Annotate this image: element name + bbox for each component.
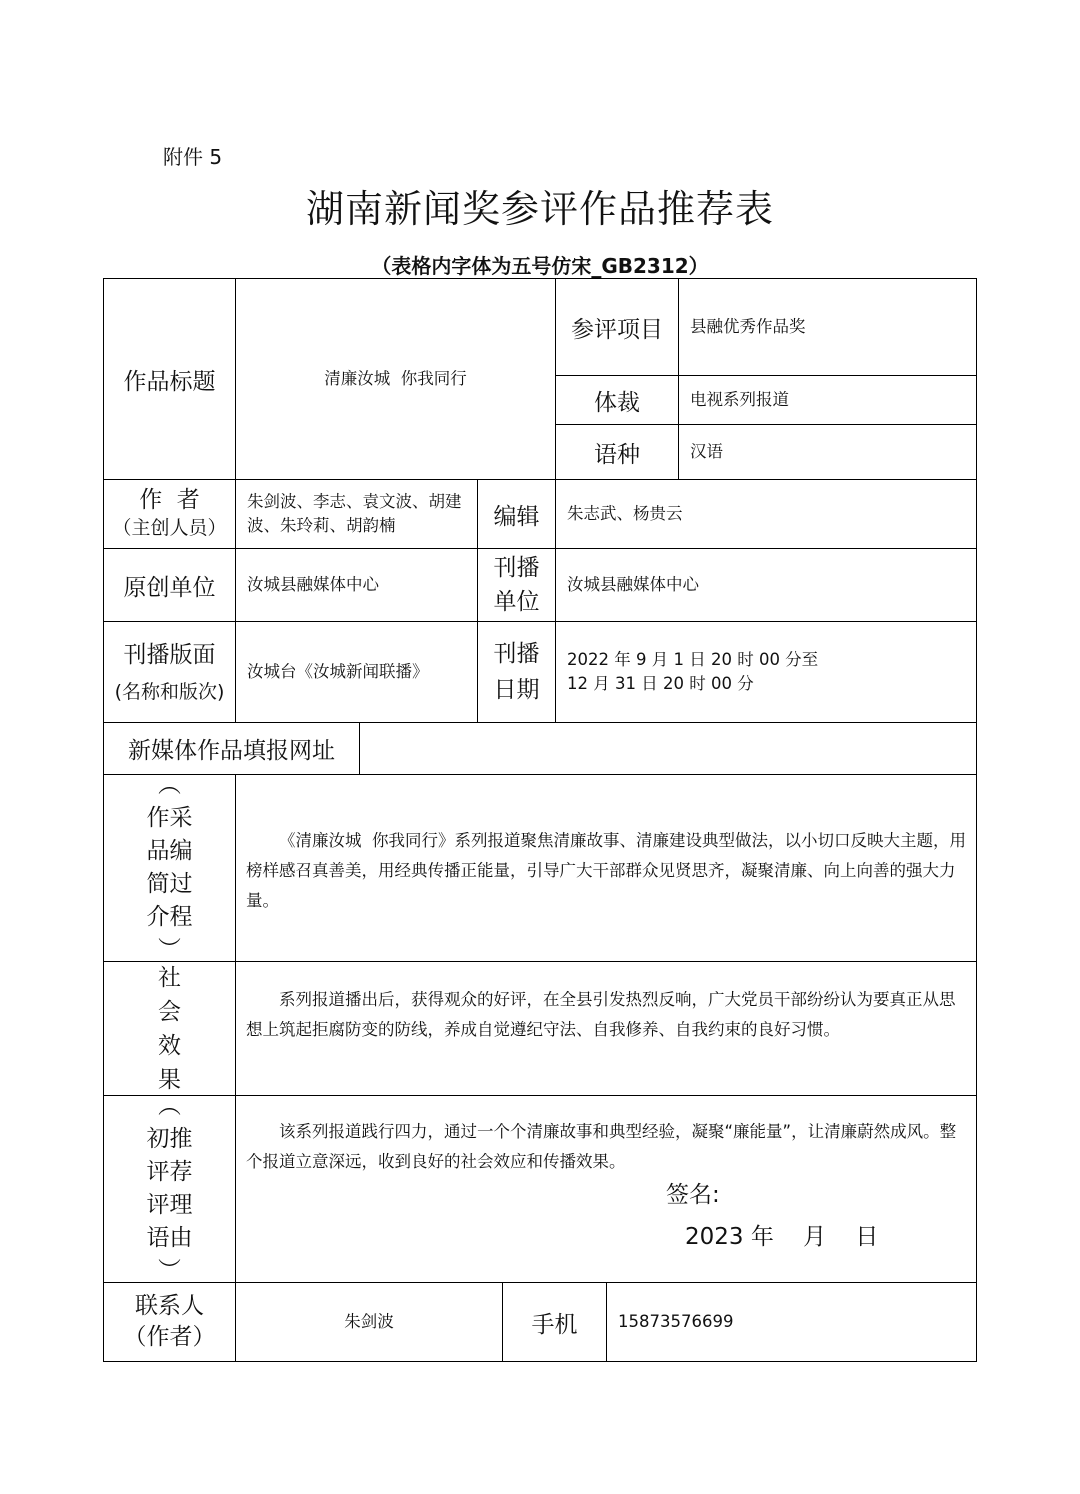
page-title: 湖南新闻奖参评作品推荐表 [305, 187, 774, 231]
publish-date-label-line1: 刊播 [493, 641, 540, 667]
genre-value: 电视系列报道 [690, 390, 789, 409]
review-text: 该系列报道践行四力，通过一个个清廉故事和典型经验，凝聚“廉能量”，让清廉蔚然成风。整个报道立意深远，收到良好的社会效应和传播效果。 [246, 1122, 957, 1171]
publish-unit-label-line1: 刊播 [493, 555, 540, 581]
phone-label: 手机 [531, 1311, 578, 1338]
review-label-line: ︶ [158, 1258, 181, 1284]
review-label-line: 初推 [146, 1126, 193, 1152]
contact-value: 朱剑波 [344, 1312, 394, 1331]
origin-unit-label: 原创单位 [123, 574, 216, 601]
new-media-url-value[interactable] [360, 723, 976, 774]
process-label-line: ︵ [158, 772, 181, 798]
review-label-line: 评理 [146, 1192, 193, 1218]
publish-date-label [478, 622, 555, 722]
publish-unit-value: 汝城县融媒体中心 [567, 575, 699, 594]
process-label-line: 作采 [146, 805, 193, 831]
effect-label-line: 果 [158, 1066, 181, 1093]
editor-value: 朱志武、杨贵云 [567, 504, 683, 523]
effect-text: 系列报道播出后，获得观众的好评，在全县引发热烈反响，广大党员干部纷纷认为要真正从思想上筑起拒腐防变的防线，养成自觉遵纪守法、自我修养、自我约束的良好习惯。 [246, 990, 956, 1039]
publish-date-label-line2: 日期 [493, 677, 540, 703]
process-label-line: 品编 [146, 838, 193, 864]
review-label-line: 语由 [146, 1225, 193, 1251]
attachment-number: 附件 5 [163, 145, 223, 169]
contact-label [104, 1283, 235, 1361]
divider-col [235, 774, 236, 1361]
contact-label-line2: （作者） [123, 1324, 216, 1350]
publish-page-value: 汝城台《汝城新闻联播》 [247, 662, 429, 681]
review-label-line: 评荐 [146, 1159, 193, 1185]
publish-date-line1: 2022 年 9 月 1 日 20 时 00 分至 [567, 650, 819, 669]
work-title-label: 作品标题 [123, 368, 216, 395]
table-border-bottom [103, 1361, 977, 1362]
process-text: 《清廉汝城 你我同行》系列报道聚焦清廉故事、清廉建设典型做法，以小切口反映大主题，用榜样感召真善美，用经典传播正能量，引导广大干部群众见贤思齐，凝聚清廉、向上向善的强大力量。 [246, 831, 966, 910]
effect-label [104, 962, 235, 1095]
effect-label-line: 社 [158, 964, 181, 991]
effect-label-line: 效 [158, 1032, 181, 1059]
effect-label-line: 会 [158, 998, 181, 1025]
publish-unit-label [478, 549, 555, 621]
review-label-line: ︵ [158, 1093, 181, 1119]
process-label-line: 简过 [146, 871, 193, 897]
origin-unit-value: 汝城县融媒体中心 [247, 575, 379, 594]
process-label-line: 介程 [146, 904, 193, 930]
table-border-right [976, 278, 977, 1362]
language-label: 语种 [594, 441, 640, 468]
process-label [104, 772, 235, 963]
editor-label: 编辑 [493, 503, 540, 530]
publish-page-label-sub: (名称和版次) [114, 681, 225, 703]
author-label-main: 作 者 [139, 487, 200, 513]
publish-unit-label-line2: 单位 [493, 589, 540, 615]
page-subtitle: （表格内字体为五号仿宋_GB2312） [371, 254, 709, 278]
contact-label-line1: 联系人 [135, 1293, 204, 1319]
genre-label: 体裁 [594, 389, 640, 416]
work-title-text: 清廉汝城 你我同行 [324, 369, 467, 388]
signature-label: 签名: [666, 1182, 720, 1208]
process-label-line: ︶ [158, 937, 181, 963]
publish-page-label [104, 622, 235, 722]
category-label: 参评项目 [571, 316, 663, 343]
language-value: 汉语 [690, 442, 723, 461]
publish-date-value [556, 622, 976, 722]
new-media-url-label: 新媒体作品填报网址 [128, 738, 335, 764]
author-value: 朱剑波、李志、袁文波、胡建波、朱玲莉、胡韵楠 [247, 492, 462, 535]
review-label [104, 1093, 235, 1284]
author-label-sub: （主创人员） [112, 517, 227, 539]
phone-value: 15873576699 [618, 1312, 734, 1331]
work-title-value [236, 279, 555, 479]
category-value: 县融优秀作品奖 [690, 317, 806, 336]
publish-date-line2: 12 月 31 日 20 时 00 分 [567, 674, 754, 693]
publish-page-label-main: 刊播版面 [123, 642, 216, 668]
author-label [104, 480, 235, 548]
signature-date: 2023 年 月 日 [685, 1224, 879, 1250]
